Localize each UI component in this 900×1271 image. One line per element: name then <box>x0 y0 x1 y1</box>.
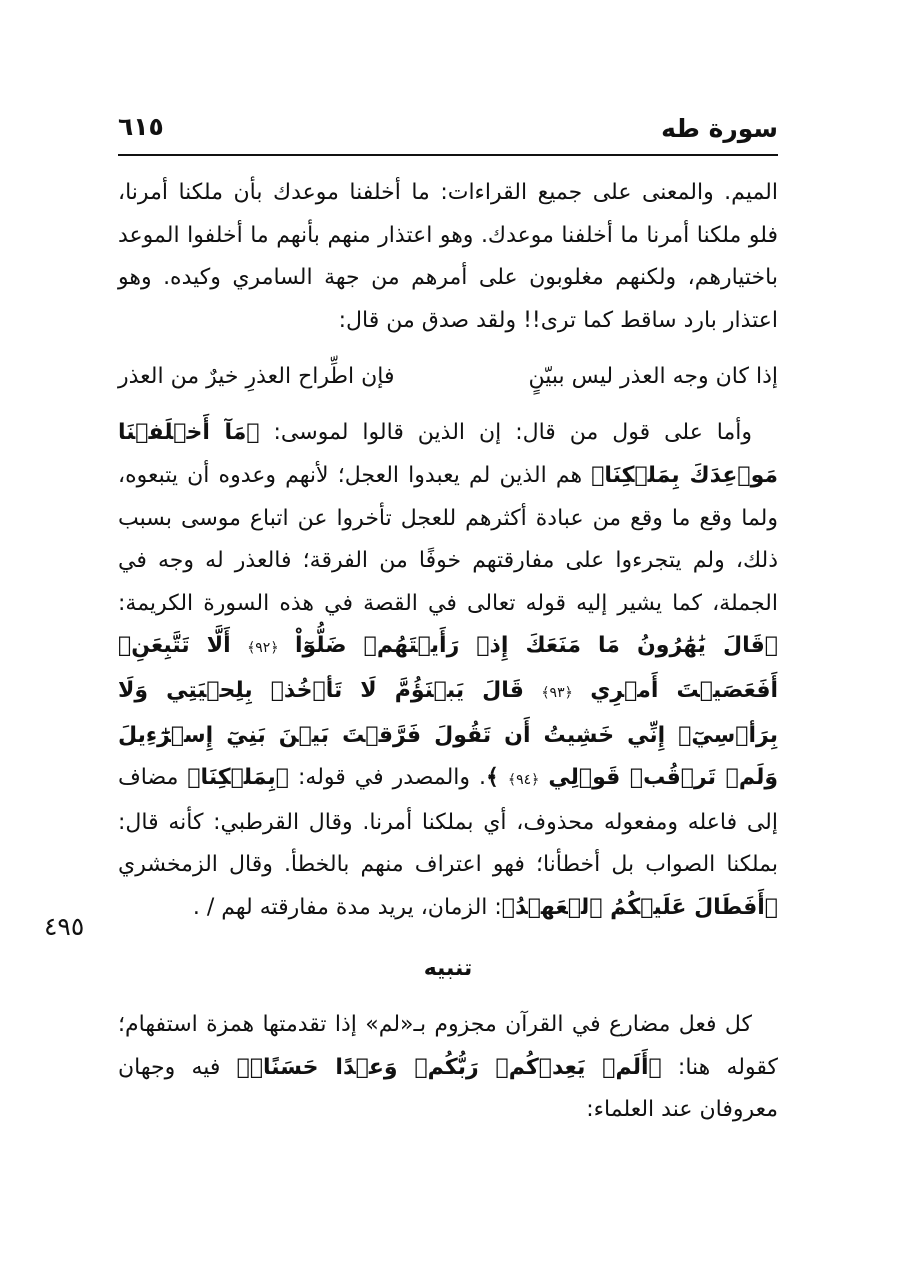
main-text <box>118 172 778 1132</box>
section-heading: تنبيه <box>423 955 473 981</box>
paragraph-explanation <box>118 412 778 929</box>
surah-title: سورة طه <box>661 114 778 143</box>
quran-quote-close: ﴾ <box>486 765 499 791</box>
quran-quote: ﴿أَلَمۡ يَعِدۡكُمۡ رَبُّكُمۡ وَعۡدًا حَسَنًاۚ﴾ <box>236 1054 662 1080</box>
quran-quote: قَالَ يَبۡنَؤُمَّ لَا تَأۡخُذۡ بِلِحۡيَتِي وَلَا بِرَأۡسِيٓۖ إِنِّي خَشِيتُ أَن تَقُولَ فَرَّقۡتَ بَيۡنَ بَنِيٓ إِسۡرَٰٓءِيلَ وَلَمۡ تَرۡقُبۡ قَوۡلِي <box>118 677 779 791</box>
quran-quote: ﴿مَآ أَخۡلَفۡنَا مَوۡعِدَكَ بِمَلۡكِنَا﴾ <box>118 420 778 488</box>
ayah-number: ﴿٩٢﴾ <box>247 640 279 657</box>
paragraph-note <box>118 1004 778 1132</box>
quran-quote: ﴿قَالَ يَٰهَٰرُونُ مَا مَنَعَكَ إِذۡ رَأَيۡتَهُمۡ ضَلُّوٓاْ <box>294 633 778 659</box>
text-segment: كل فعل مضارع في القرآن مجزوم بـ«لم» إذا تقدمتها همزة استفهام؛ كقوله هنا: <box>118 1012 778 1080</box>
quran-quote: ﴿بِمَلۡكِنَا﴾ <box>187 765 289 791</box>
page-number: ٦١٥ <box>118 112 164 141</box>
text-segment: مضاف إلى فاعله ومفعوله محذوف، أي بملكنا أمرنا. وقال القرطبي: كأنه قال: بملكنا الصواب بل أخطأنا؛ فهو اعتراف منهم بالخطأ. وقال الزمخشري <box>118 765 778 878</box>
text-segment: هم الذين لم يعبدوا العجل؛ لأنهم وعدوه أن يتبعوه، ولما وقع ما وقع من عبادة أكثرهم للعجل تأخروا عن اتباع موسى بسبب ذلك، ولم يتجرءوا على مفارقتهم خوفًا من الفرقة؛ فالعذر له وجه في الجملة، كما يشير إليه قوله تعالى في القصة في هذه السورة الكريمة: <box>118 462 778 616</box>
quran-quote: ﴿أَفَطَالَ عَلَيۡكُمُ ٱلۡعَهۡدُ﴾ <box>501 894 778 920</box>
text-segment: : الزمان، يريد مدة مفارقته لهم / . <box>192 894 502 920</box>
ayah-number: ﴿٩٣﴾ <box>541 684 573 701</box>
paragraph-intro: الميم. والمعنى على جميع القراءات: ما أخلفنا موعدك بأن ملكنا أمرنا، فلو ملكنا أمرنا ما أخلفنا موعدك. وهو اعتذار منهم بأنهم ما أخلفوا الموعد باختيارهم، ولكنهم مغلوبون على أمرهم من جهة السامري وكيده. وهو اعتذار بارد ساقط كما ترى!! ولقد صدق من قال: <box>118 180 778 333</box>
text-segment: فيه وجهان معروفان عند العلماء: <box>118 1054 778 1123</box>
original-page-number: ٤٩٥ <box>44 912 85 941</box>
quran-quote: أَلَّا تَتَّبِعَنِۖ أَفَعَصَيۡتَ أَمۡرِي <box>118 633 779 703</box>
text-segment: . والمصدر في قوله: <box>289 765 486 791</box>
ayah-number: ﴿٩٤﴾ <box>507 772 540 789</box>
poem-second-hemistich: فإن اطِّراح العذرِ خيرٌ من العذر <box>118 364 395 390</box>
page-header <box>118 108 778 156</box>
text-segment: وأما على قول من قال: إن الذين قالوا لموسى: <box>259 420 752 446</box>
poem-verse <box>118 356 778 398</box>
poem-first-hemistich: إذا كان وجه العذر ليس ببيّنٍ <box>528 364 778 390</box>
